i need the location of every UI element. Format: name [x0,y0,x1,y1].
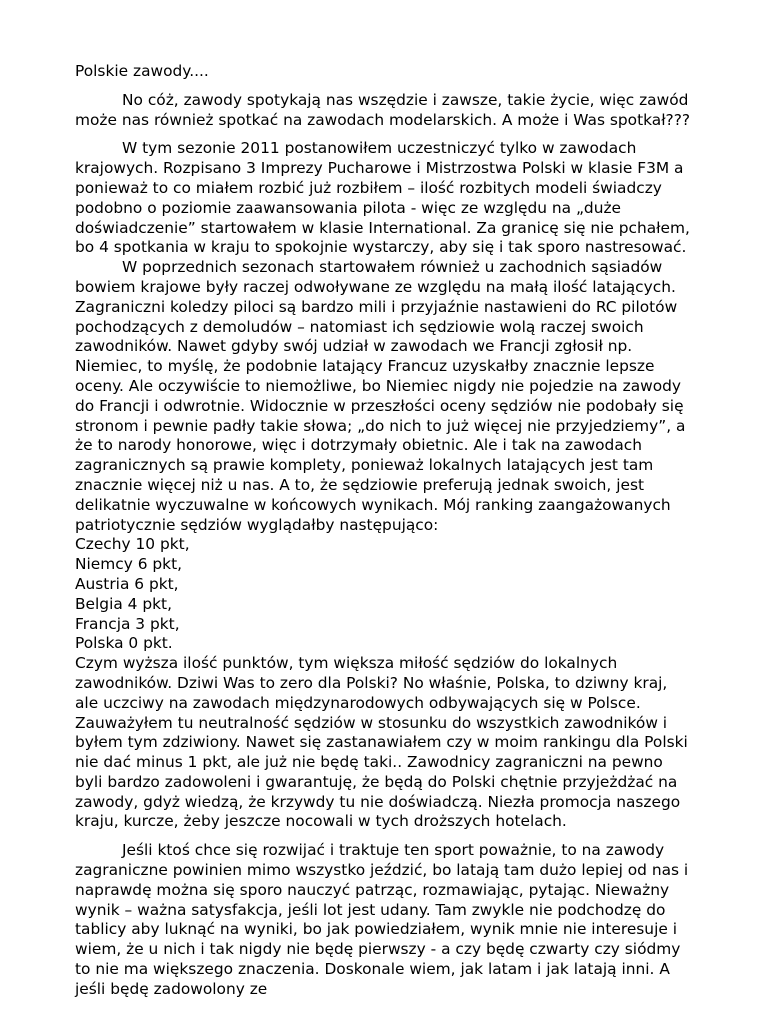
ranking-item: Austria 6 pkt, [75,574,179,593]
document-page [75,62,695,1009]
document-title: Polskie zawody.... [75,62,209,80]
ranking-item: Czechy 10 pkt, [75,535,190,554]
paragraph-after-ranking: Czym wyższa ilość punktów, tym większa miłość sędziów do lokalnych zawodników. Dziwi Was to zero dla Polski? No właśnie, Polska, to dziwny kraj, ale uczciwy na zawodach międzynarodowych odbywających się w Polsce. Zauważyłem tu neutralność sędziów w stosunku do wszystkich zawodników i byłem tym zdziwiony. Nawet się zastanawiałem czy w moim rankingu dla Polski nie dać minus 1 pkt, ale już nie będę taki.. Zawodnicy zagraniczni na pewno byli bardzo zadowoleni i gwarantuję, że będą do Polski chętnie przyjeżdżać na zawody, gdyż wiedzą, że krzywdy tu nie doświadczą. Niezła promocja naszego kraju, kurcze, żeby jeszcze nocowali w tych droższych hotelach. [75,654,688,831]
paragraph-final: Jeśli ktoś chce się rozwijać i traktuje ten sport poważnie, to na zawody zagraniczne powinien mimo wszystko jeździć, bo latają tam dużo lepiej od nas i naprawdę można się sporo nauczyć patrząc, rozmawiając, pytając. Nieważny wynik – ważna satysfakcja, jeśli lot jest udany. Tam zwykle nie podchodzę do tablicy aby luknąć na wyniki, bo jak powiedziałem, wynik mnie nie interesuje i wiem, że u nich i tak nigdy nie będę pierwszy - a czy będę czwarty czy siódmy to nie ma większego znaczenia. Doskonale wiem, jak latam i jak latają inni. A jeśli będę zadowolony ze [75,841,689,998]
paragraph-intro: No cóż, zawody spotykają nas wszędzie i zawsze, takie życie, więc zawód może nas również spotkać na zawodach modelarskich. A może i Was spotkał??? [75,90,691,129]
ranking-item: Niemcy 6 pkt, [75,555,183,574]
judges-ranking-list [75,535,695,654]
paragraph-previous-seasons: W poprzednich sezonach startowałem również u zachodnich sąsiadów bowiem krajowe były raczej odwoływane ze względu na małą ilość latających. Zagraniczni koledzy piloci są bardzo mili i przyjaźnie nastawieni do RC pilotów pochodzących z demoludów – natomiast ich sędziowie wolą raczej swoich zawodników. Nawet gdyby swój udział w zawodach we Francji zgłosił np. Niemiec, to myślę, że podobnie latający Francuz uzyskałby znacznie lepsze oceny. Ale oczywiście to niemożliwe, bo Niemiec nigdy nie pojedzie na zawody do Francji i odwrotnie. Widocznie w przeszłości oceny sędziów nie podobały się stronom i pewnie padły takie słowa; „do nich to już więcej nie przyjedziemy”, a że to narody honorowe, więc i dotrzymały obietnic. Ale i tak na zawodach zagranicznych są prawie komplety, ponieważ lokalnych latających jest tam znacznie więcej niż u nas. A to, że sędziowie preferują jednak swoich, jest delikatnie wyczuwalne w końcowych wynikach. Mój ranking zaangażowanych patriotycznie sędziów wyglądałby następująco: [75,258,686,534]
ranking-item: Polska 0 pkt. [75,634,173,653]
ranking-item: Francja 3 pkt, [75,614,180,633]
ranking-item: Belgia 4 pkt, [75,594,172,613]
paragraph-season-2011: W tym sezonie 2011 postanowiłem uczestniczyć tylko w zawodach krajowych. Rozpisano 3 Imprezy Pucharowe i Mistrzostwa Polski w klasie F3M a ponieważ to co miałem rozbić już rozbiłem – ilość rozbitych modeli świadczy podobno o poziomie zaawansowania pilota - więc ze względu na „duże doświadczenie” startowałem w klasie International. Za granicę się nie pchałem, bo 4 spotkania w kraju to spokojnie wystarczy, aby się i tak sporo nastresować. [75,139,690,257]
